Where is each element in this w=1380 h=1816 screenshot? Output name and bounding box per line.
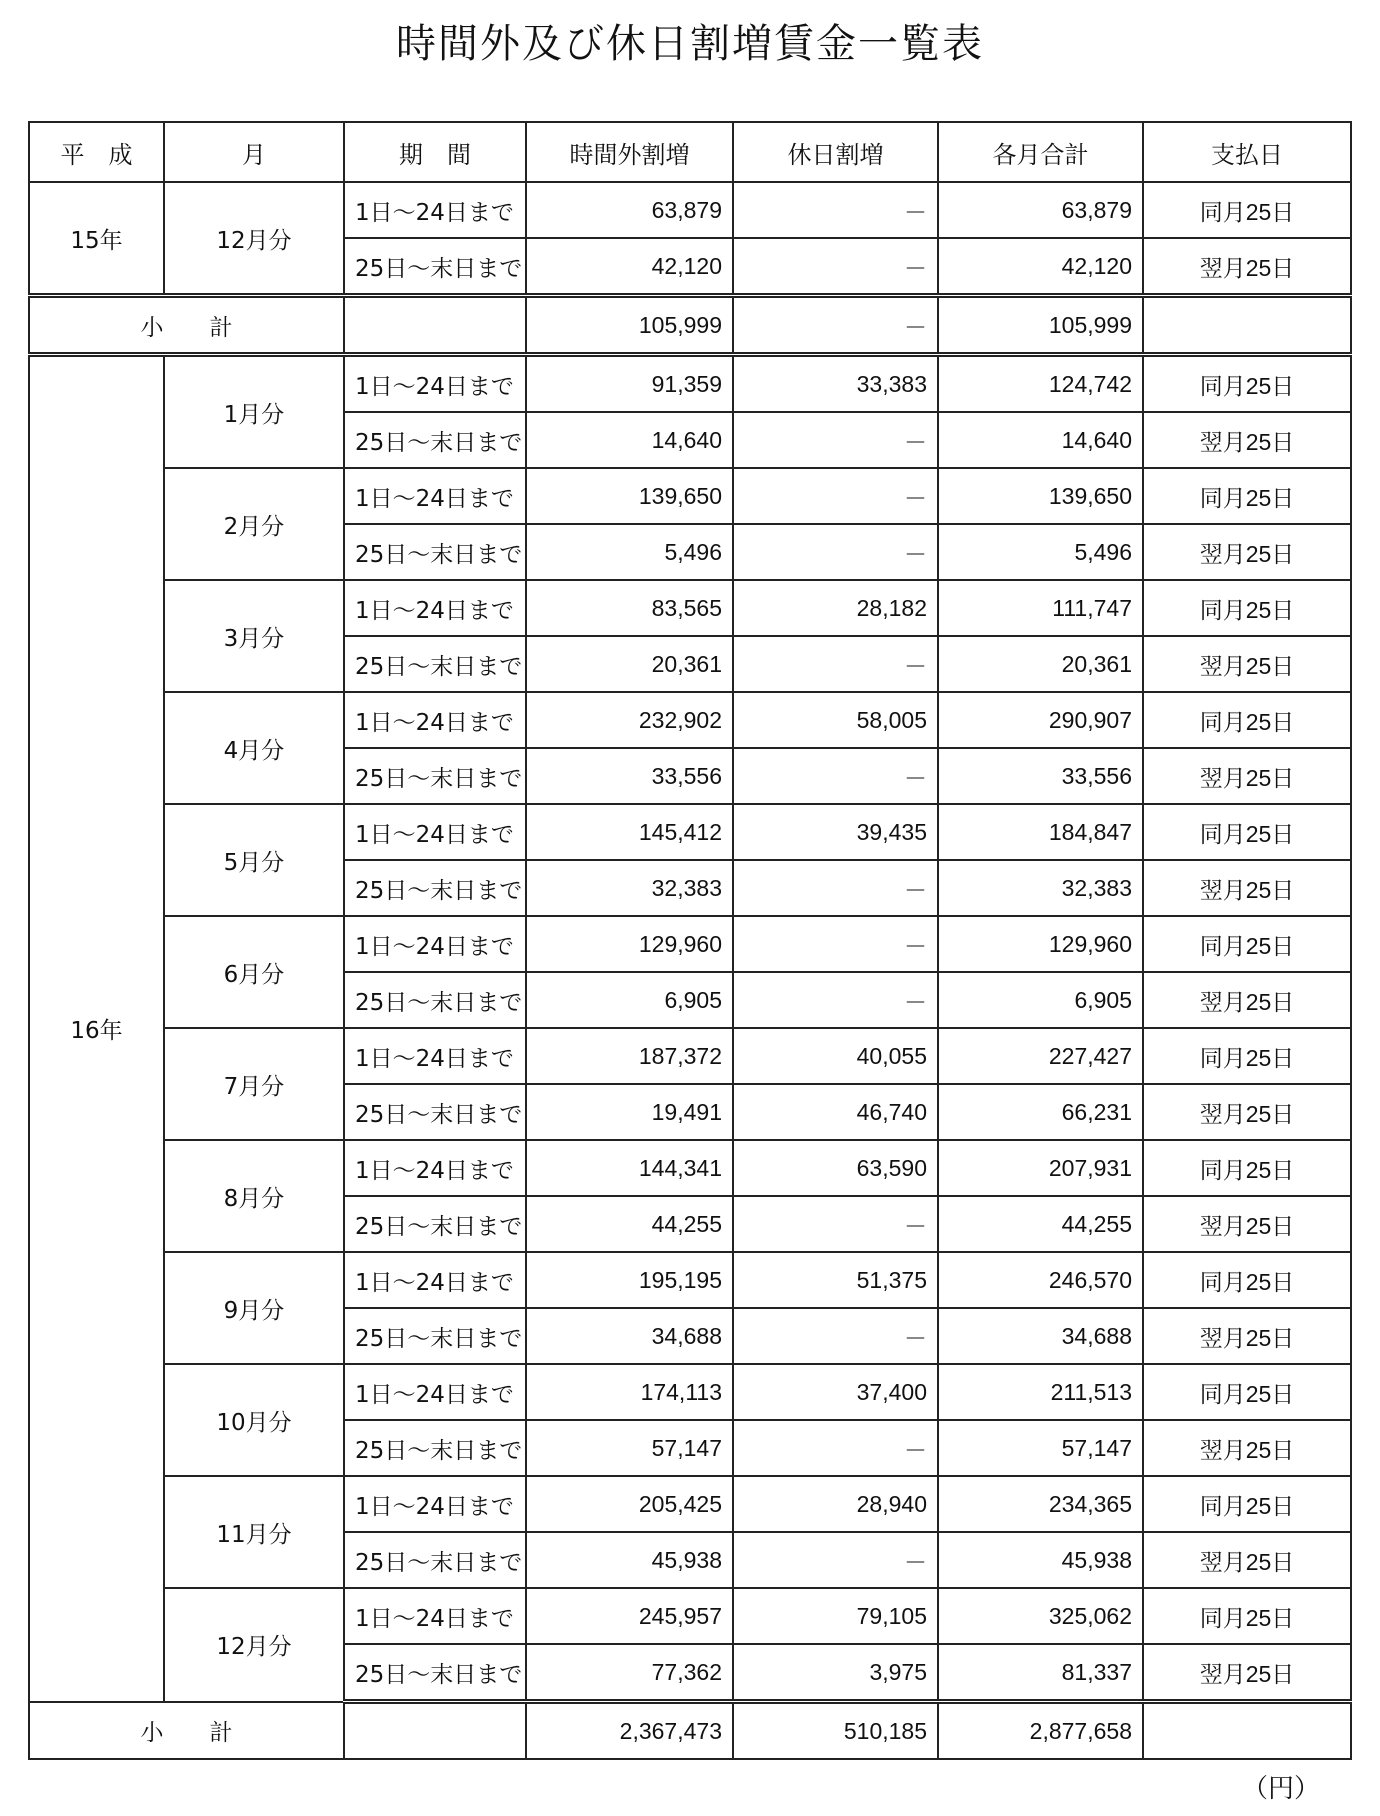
overtime-cell: 144,341	[526, 1140, 733, 1196]
holiday-cell: 28,940	[733, 1476, 938, 1532]
month-cell: 12月分	[164, 182, 344, 296]
payday-cell: 同月25日	[1143, 1140, 1351, 1196]
subtotal-overtime: 2,367,473	[526, 1702, 733, 1760]
period-cell: 25日～末日まで	[344, 1532, 526, 1588]
subtotal-row	[29, 1702, 1351, 1760]
header-cell: 月	[164, 122, 344, 182]
table-row	[29, 355, 1351, 413]
overtime-cell: 6,905	[526, 972, 733, 1028]
period-cell: 1日～24日まで	[344, 692, 526, 748]
table-row	[29, 1028, 1351, 1084]
header-cell: 休日割増	[733, 122, 938, 182]
holiday-cell: －	[733, 1308, 938, 1364]
period-cell: 25日～末日まで	[344, 238, 526, 296]
payday-cell: 翌月25日	[1143, 412, 1351, 468]
overtime-cell: 187,372	[526, 1028, 733, 1084]
total-cell: 66,231	[938, 1084, 1143, 1140]
period-cell: 25日～末日まで	[344, 1308, 526, 1364]
period-cell: 25日～末日まで	[344, 748, 526, 804]
total-cell: 20,361	[938, 636, 1143, 692]
month-cell: 7月分	[164, 1028, 344, 1140]
period-cell: 1日～24日まで	[344, 1028, 526, 1084]
overtime-cell: 5,496	[526, 524, 733, 580]
overtime-cell: 20,361	[526, 636, 733, 692]
holiday-cell: －	[733, 1196, 938, 1252]
holiday-cell: －	[733, 748, 938, 804]
overtime-cell: 205,425	[526, 1476, 733, 1532]
overtime-cell: 174,113	[526, 1364, 733, 1420]
holiday-cell: 40,055	[733, 1028, 938, 1084]
holiday-cell: －	[733, 860, 938, 916]
empty-cell	[344, 296, 526, 355]
header-cell: 支払日	[1143, 122, 1351, 182]
period-cell: 1日～24日まで	[344, 468, 526, 524]
holiday-cell: －	[733, 412, 938, 468]
total-cell: 81,337	[938, 1644, 1143, 1702]
payday-cell: 翌月25日	[1143, 636, 1351, 692]
overtime-cell: 245,957	[526, 1588, 733, 1644]
period-cell: 1日～24日まで	[344, 916, 526, 972]
period-cell: 25日～末日まで	[344, 412, 526, 468]
total-cell: 5,496	[938, 524, 1143, 580]
table-row	[29, 1140, 1351, 1196]
holiday-cell: 63,590	[733, 1140, 938, 1196]
month-cell: 1月分	[164, 355, 344, 469]
payday-cell: 同月25日	[1143, 468, 1351, 524]
header-cell: 期 間	[344, 122, 526, 182]
subtotal-total: 2,877,658	[938, 1702, 1143, 1760]
empty-cell	[1143, 1702, 1351, 1760]
period-cell: 1日～24日まで	[344, 1140, 526, 1196]
month-cell: 3月分	[164, 580, 344, 692]
month-cell: 6月分	[164, 916, 344, 1028]
overtime-cell: 14,640	[526, 412, 733, 468]
holiday-cell: －	[733, 1420, 938, 1476]
payday-cell: 翌月25日	[1143, 1532, 1351, 1588]
empty-cell	[344, 1702, 526, 1760]
overtime-cell: 91,359	[526, 355, 733, 413]
subtotal-overtime: 105,999	[526, 296, 733, 355]
overtime-cell: 195,195	[526, 1252, 733, 1308]
subtotal-holiday: 510,185	[733, 1702, 938, 1760]
table-row	[29, 580, 1351, 636]
payday-cell: 同月25日	[1143, 1588, 1351, 1644]
payday-cell: 翌月25日	[1143, 238, 1351, 296]
table-row	[29, 468, 1351, 524]
subtotal-total: 105,999	[938, 296, 1143, 355]
total-cell: 325,062	[938, 1588, 1143, 1644]
period-cell: 1日～24日まで	[344, 182, 526, 238]
payday-cell: 同月25日	[1143, 1364, 1351, 1420]
holiday-cell: －	[733, 972, 938, 1028]
payday-cell: 同月25日	[1143, 355, 1351, 413]
subtotal-holiday: －	[733, 296, 938, 355]
overtime-cell: 63,879	[526, 182, 733, 238]
table-row	[29, 182, 1351, 238]
period-cell: 25日～末日まで	[344, 1196, 526, 1252]
month-cell: 10月分	[164, 1364, 344, 1476]
total-cell: 14,640	[938, 412, 1143, 468]
holiday-cell: －	[733, 916, 938, 972]
payday-cell: 同月25日	[1143, 1028, 1351, 1084]
payday-cell: 翌月25日	[1143, 1308, 1351, 1364]
unit-label: （円）	[1241, 1774, 1320, 1804]
overtime-cell: 33,556	[526, 748, 733, 804]
payday-cell: 翌月25日	[1143, 1644, 1351, 1702]
period-cell: 25日～末日まで	[344, 860, 526, 916]
payday-cell: 同月25日	[1143, 692, 1351, 748]
period-cell: 1日～24日まで	[344, 1364, 526, 1420]
overtime-cell: 83,565	[526, 580, 733, 636]
payday-cell: 同月25日	[1143, 1252, 1351, 1308]
total-cell: 184,847	[938, 804, 1143, 860]
total-cell: 63,879	[938, 182, 1143, 238]
holiday-cell: 33,383	[733, 355, 938, 413]
total-cell: 32,383	[938, 860, 1143, 916]
payday-cell: 同月25日	[1143, 916, 1351, 972]
subtotal-label: 小 計	[29, 296, 344, 355]
holiday-cell: 28,182	[733, 580, 938, 636]
table-row	[29, 1588, 1351, 1644]
overtime-cell: 42,120	[526, 238, 733, 296]
table-row	[29, 1252, 1351, 1308]
overtime-cell: 145,412	[526, 804, 733, 860]
holiday-cell: 39,435	[733, 804, 938, 860]
overtime-cell: 57,147	[526, 1420, 733, 1476]
empty-cell	[1143, 296, 1351, 355]
payday-cell: 同月25日	[1143, 182, 1351, 238]
payday-cell: 翌月25日	[1143, 1196, 1351, 1252]
holiday-cell: 51,375	[733, 1252, 938, 1308]
table-row	[29, 916, 1351, 972]
year-cell: 15年	[29, 182, 164, 296]
overtime-cell: 44,255	[526, 1196, 733, 1252]
period-cell: 25日～末日まで	[344, 636, 526, 692]
period-cell: 25日～末日まで	[344, 1084, 526, 1140]
total-cell: 139,650	[938, 468, 1143, 524]
total-cell: 6,905	[938, 972, 1143, 1028]
holiday-cell: 37,400	[733, 1364, 938, 1420]
wage-table	[28, 121, 1352, 1760]
period-cell: 1日～24日まで	[344, 804, 526, 860]
total-cell: 207,931	[938, 1140, 1143, 1196]
holiday-cell: －	[733, 636, 938, 692]
overtime-cell: 129,960	[526, 916, 733, 972]
total-cell: 44,255	[938, 1196, 1143, 1252]
period-cell: 1日～24日まで	[344, 1252, 526, 1308]
header-row	[29, 122, 1351, 182]
year-cell: 16年	[29, 355, 164, 1702]
total-cell: 246,570	[938, 1252, 1143, 1308]
period-cell: 1日～24日まで	[344, 1588, 526, 1644]
holiday-cell: －	[733, 524, 938, 580]
header-cell: 時間外割増	[526, 122, 733, 182]
payday-cell: 翌月25日	[1143, 524, 1351, 580]
holiday-cell: 3,975	[733, 1644, 938, 1702]
period-cell: 1日～24日まで	[344, 1476, 526, 1532]
payday-cell: 翌月25日	[1143, 860, 1351, 916]
month-cell: 4月分	[164, 692, 344, 804]
holiday-cell: －	[733, 182, 938, 238]
payday-cell: 同月25日	[1143, 1476, 1351, 1532]
month-cell: 11月分	[164, 1476, 344, 1588]
period-cell: 25日～末日まで	[344, 1644, 526, 1702]
month-cell: 12月分	[164, 1588, 344, 1702]
total-cell: 111,747	[938, 580, 1143, 636]
total-cell: 45,938	[938, 1532, 1143, 1588]
overtime-cell: 34,688	[526, 1308, 733, 1364]
subtotal-row	[29, 296, 1351, 355]
total-cell: 34,688	[938, 1308, 1143, 1364]
overtime-cell: 77,362	[526, 1644, 733, 1702]
payday-cell: 翌月25日	[1143, 748, 1351, 804]
total-cell: 57,147	[938, 1420, 1143, 1476]
period-cell: 1日～24日まで	[344, 355, 526, 413]
holiday-cell: －	[733, 468, 938, 524]
month-cell: 8月分	[164, 1140, 344, 1252]
table-row	[29, 1476, 1351, 1532]
period-cell: 25日～末日まで	[344, 1420, 526, 1476]
holiday-cell: 46,740	[733, 1084, 938, 1140]
payday-cell: 同月25日	[1143, 804, 1351, 860]
total-cell: 33,556	[938, 748, 1143, 804]
header-cell: 各月合計	[938, 122, 1143, 182]
period-cell: 1日～24日まで	[344, 580, 526, 636]
overtime-cell: 19,491	[526, 1084, 733, 1140]
document-title: 時間外及び休日割増賃金一覧表	[396, 21, 984, 67]
payday-cell: 翌月25日	[1143, 1420, 1351, 1476]
subtotal-label: 小 計	[29, 1702, 344, 1760]
month-cell: 2月分	[164, 468, 344, 580]
header-cell: 平 成	[29, 122, 164, 182]
holiday-cell: －	[733, 1532, 938, 1588]
month-cell: 9月分	[164, 1252, 344, 1364]
payday-cell: 翌月25日	[1143, 1084, 1351, 1140]
overtime-cell: 139,650	[526, 468, 733, 524]
holiday-cell: 79,105	[733, 1588, 938, 1644]
payday-cell: 翌月25日	[1143, 972, 1351, 1028]
total-cell: 211,513	[938, 1364, 1143, 1420]
period-cell: 25日～末日まで	[344, 524, 526, 580]
total-cell: 42,120	[938, 238, 1143, 296]
overtime-cell: 45,938	[526, 1532, 733, 1588]
holiday-cell: －	[733, 238, 938, 296]
table-row	[29, 1364, 1351, 1420]
total-cell: 234,365	[938, 1476, 1143, 1532]
total-cell: 124,742	[938, 355, 1143, 413]
period-cell: 25日～末日まで	[344, 972, 526, 1028]
payday-cell: 同月25日	[1143, 580, 1351, 636]
overtime-cell: 32,383	[526, 860, 733, 916]
holiday-cell: 58,005	[733, 692, 938, 748]
total-cell: 290,907	[938, 692, 1143, 748]
overtime-cell: 232,902	[526, 692, 733, 748]
table-row	[29, 692, 1351, 748]
month-cell: 5月分	[164, 804, 344, 916]
total-cell: 227,427	[938, 1028, 1143, 1084]
total-cell: 129,960	[938, 916, 1143, 972]
table-row	[29, 804, 1351, 860]
